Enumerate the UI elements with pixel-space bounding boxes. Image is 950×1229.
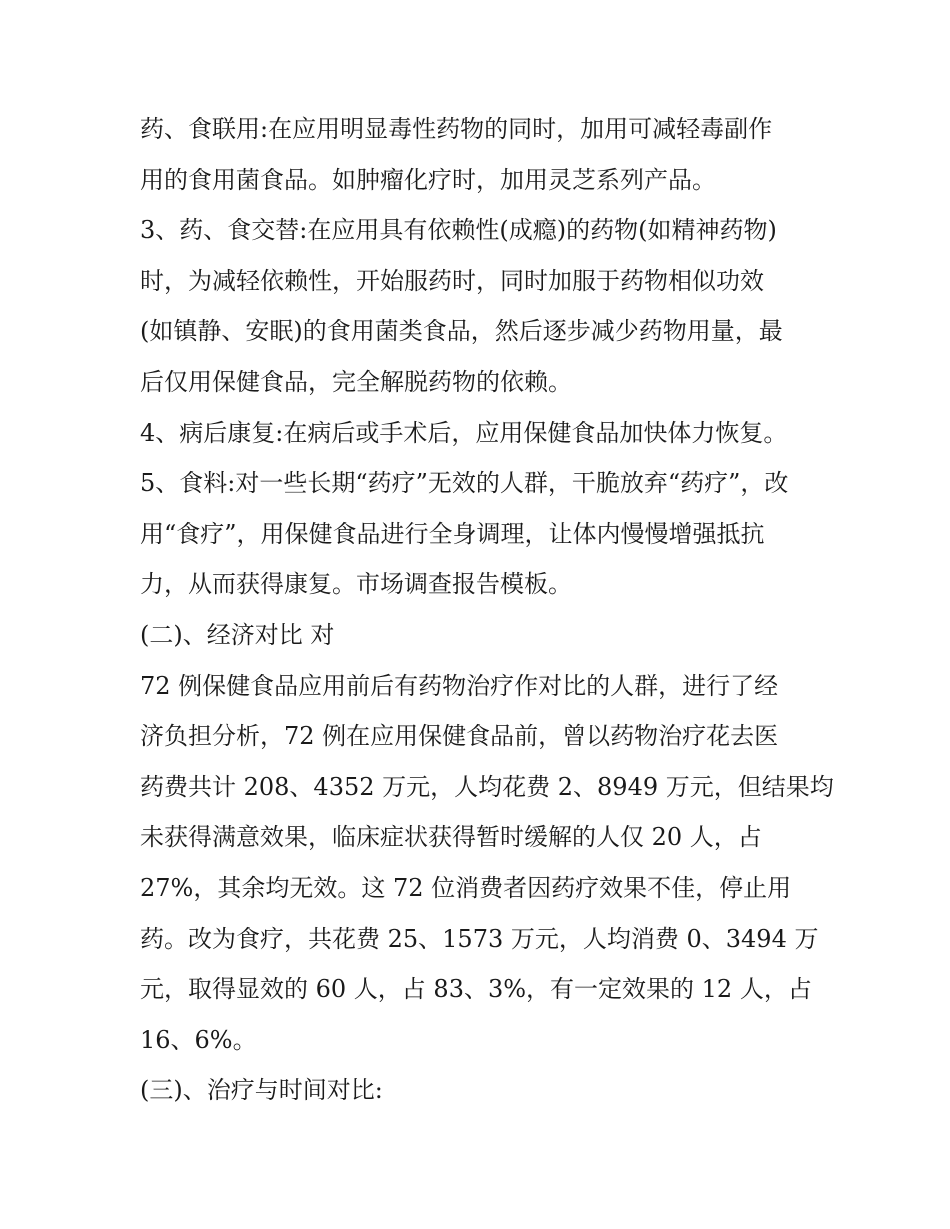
text-line: 药费共计 208、4352 万元，人均花费 2、8949 万元，但结果均 <box>140 772 834 801</box>
list-item-5: 5、食料:对一些长期“药疗”无效的人群，干脆放弃“药疗”，改 <box>140 469 789 498</box>
text-line: (如镇静、安眠)的食用菌类食品，然后逐步减少药物用量，最 <box>140 317 783 346</box>
text-line: 未获得满意效果，临床症状获得暂时缓解的人仅 20 人，占 <box>140 823 762 852</box>
body-text <box>140 104 834 1116</box>
list-item-4: 4、病后康复:在病后或手术后，应用保健食品加快体力恢复。 <box>140 418 788 447</box>
text-line: 药。改为食疗，共花费 25、1573 万元，人均消费 0、3494 万 <box>140 924 819 953</box>
text-line: 用“食疗”，用保健食品进行全身调理，让体内慢慢增强抵抗 <box>140 519 765 548</box>
text-line: 16、6%。 <box>140 1025 257 1054</box>
text-line: 力，从而获得康复。市场调查报告模板。 <box>140 570 572 599</box>
text-line: 用的食用菌食品。如肿瘤化疗时，加用灵芝系列产品。 <box>140 165 716 194</box>
text-line: 药、食联用:在应用明显毒性药物的同时，加用可减轻毒副作 <box>140 115 773 143</box>
text-line: 后仅用保健食品，完全解脱药物的依赖。 <box>140 367 572 396</box>
text-line: 27%，其余均无效。这 72 位消费者因药疗效果不佳，停止用 <box>140 873 792 902</box>
section-heading-economic-comparison: (二)、经济对比 对 <box>140 620 335 649</box>
text-line: 元，取得显效的 60 人，占 83、3%，有一定效果的 12 人，占 <box>140 975 812 1004</box>
text-line: 济负担分析，72 例在应用保健食品前，曾以药物治疗花去医 <box>140 722 779 751</box>
text-line: 时，为减轻依赖性，开始服药时，同时加服于药物相似功效 <box>140 266 764 295</box>
list-item-3: 3、药、食交替:在应用具有依赖性(成瘾)的药物(如精神药物) <box>140 216 777 245</box>
text-line: 72 例保健食品应用前后有药物治疗作对比的人群，进行了经 <box>140 671 779 700</box>
section-heading-treatment-time-comparison: (三)、治疗与时间对比: <box>140 1076 383 1105</box>
